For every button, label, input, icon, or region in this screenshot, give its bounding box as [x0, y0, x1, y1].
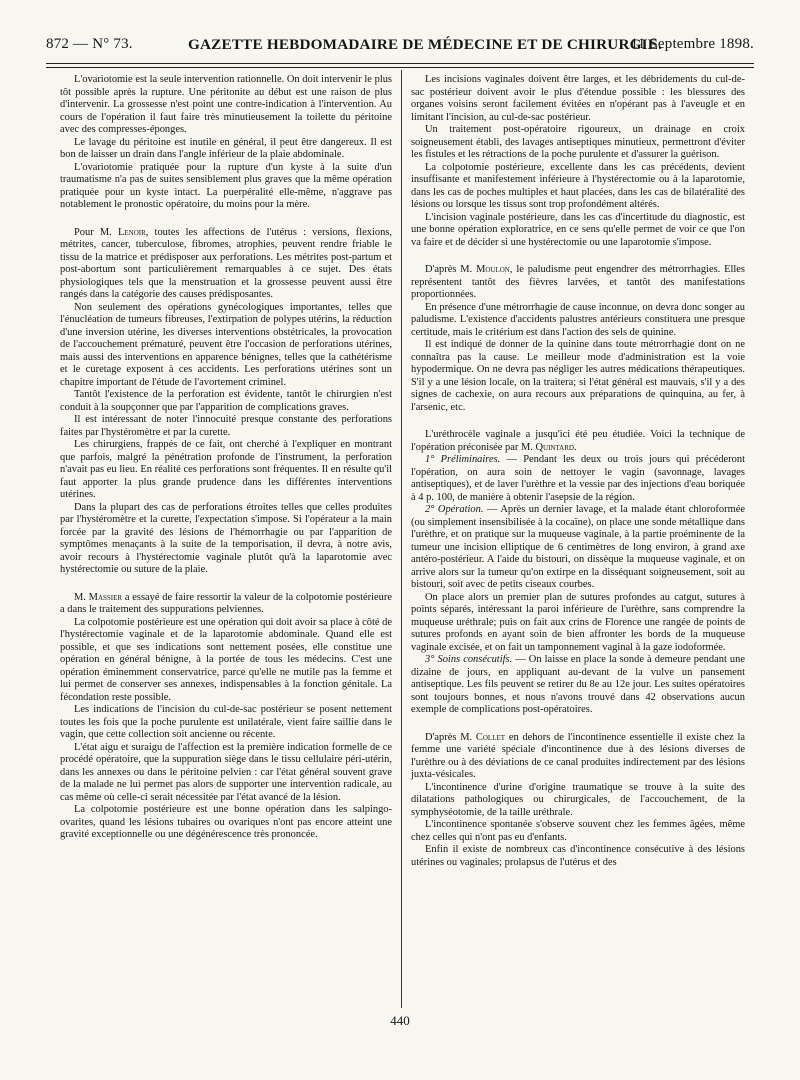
text-run: Pour M. [74, 226, 118, 238]
text-run: — On laisse en place la sonde à demeure pendant une dizaine de jours, en appliquant au-devant de la vulve un pansement antiseptique. Les fils peuvent se retirer du 8e au 12e jour. Les suites opératoires sont toujours bonnes, et nous n'avons trouvé dans 42 observations aucun exemple de complications post-opératoires. [411, 654, 745, 715]
text-run: L'uréthrocèle vaginale a jusqu'ici été peu étudiée. Voici la technique de l'opération préconisée par M. [411, 429, 745, 453]
text-run: D'après M. [425, 264, 477, 275]
header-rule-bottom [46, 67, 754, 68]
page-number-header: 872 — N° 73. [46, 36, 133, 52]
text-run: a essayé de faire ressortir la valeur de la colpotomie postérieure a dans le traitement des suppurations pelviennes. [60, 591, 392, 615]
text-run: — Pendant les deux ou trois jours qui précéderont l'opération, on aura soin de nettoyer le vagin (savonnage, lavages antiseptiques), et de laver l'urèthre et la vessie par des injections d'eau boriquée à 4 p. 100, de manière à obtenir l'asepsie de la région. [411, 454, 745, 503]
paragraph: La colpotomie postérieure, excellente dans les cas précédents, devient insuffisante et manifestement inférieure à l'hystérectomie ou à la laparotomie, dans les cas de poches multiples et haut placées, dans les cas de bilatéralité des lésions ou lorsque les tissus sont trop profondément altérés. [411, 161, 745, 210]
running-header [46, 34, 754, 58]
author-name: Quintard [535, 441, 574, 453]
paragraph: Dans la plupart des cas de perforations étroites telles que celles produites par l'hystéromètre et la curette, l'expectation s'impose. Si l'opérateur a la main forcée par la gravité des lésions de l'hémorrhagie ou par l'apparition de symptômes menaçants à la suite de la temporisation, il devra, à notre avis, avoir recours à l'hystérectomie vaginale plutôt qu'à la laparotomie avec hystérectomie ou suture de la plaie. [60, 501, 392, 575]
page-folio: 440 [390, 1013, 410, 1028]
paragraph-lenoir [60, 227, 392, 302]
paragraph [411, 504, 745, 592]
step-heading: 3° Soins consécutifs. [425, 654, 513, 665]
paragraph [411, 654, 745, 717]
right-column [411, 74, 745, 869]
author-name: Collet [475, 731, 506, 743]
paragraph: L'incision vaginale postérieure, dans les cas d'incertitude du diagnostic, est une bonne opération exploratrice, en ce sens qu'elle permet de voir ce que l'on va faire et de décider si une hystérectomie ou une laparotomie s'impose. [411, 211, 745, 248]
paragraph: Il est intéressant de noter l'innocuité presque constante des perforations faites par l'hystéromètre et par la curette. [60, 414, 392, 438]
paragraph: Les chirurgiens, frappés de ce fait, ont cherché à l'expliquer en montrant que parfois, malgré la pénétration profonde de l'instrument, la perforation n'avait pas eu lieu. En réalité ces perforations sont fréquentes. Il en résulte qu'il faut apporter la plus grande prudence dans les différentes interventions utérines. [60, 439, 392, 500]
paragraph: Il est indiqué de donner de la quinine dans toute métrorrhagie dont on ne connaîtra pas la cause. Le meilleur mode d'administration est la voie hypodermique. On ne devra pas négliger les autres médications thérapeutiques. S'il y a une lésion locale, on la traitera; si l'état général est mauvais, s'il y a des signes de cachexie, on aura recours aux préparations de quinquina, au fer, à l'arsenic, etc. [411, 339, 745, 413]
paragraph-quintard [411, 429, 745, 454]
paragraph: En présence d'une métrorrhagie de cause inconnue, on devra donc songer au paludisme. L'existence d'accidents palustres antérieurs constituera une presque certitude, mais le critérium est dans l'action des sels de quinine. [411, 301, 745, 338]
paragraph: La colpotomie postérieure est une opération qui doit avoir sa place à côté de l'hystérectomie vaginale et de la laparotomie abdominale. Quand elle est possible, et que ses indications sont nettement posées, elle constitue une opération en général bénigne, à la portée de tous les médecins. C'est une opération éminemment conservatrice, parce qu'elle ne mutile pas la femme et lui permet de conserver ses annexes, indispensables à la fonction génitale. La fécondation reste possible. [60, 616, 392, 703]
paragraph [411, 454, 745, 504]
text-run: , toutes les affections de l'utérus : versions, flexions, métrites, cancer, tuberculose, fibromes, atrophies, peuvent rendre friable le tissu de la matrice et prédisposer aux perforations. Les métrites post-partum et post-abortum sont particulièrement remarquables à ce sujet. Des états physiologiques tels que la menstruation et la grossesse peuvent aussi être rangés dans la catégorie des causes prédisposantes. [60, 226, 392, 300]
journal-title: GAZETTE HEBDOMADAIRE DE MÉDECINE ET DE CHIRURGIE. [188, 36, 663, 53]
step-heading: 2° Opération. [425, 504, 484, 515]
left-column [60, 74, 392, 842]
paragraph: Un traitement post-opératoire rigoureux, un drainage en croix soigneusement établi, des lavages antiseptiques minutieux, permettront d'éviter les fistules et les rétractions de la poche purulente et d'assurer la guérison. [411, 124, 745, 160]
author-name: Massier [88, 591, 123, 603]
text-run: — Après un dernier lavage, et la malade étant chloroformée (ou simplement insensibilisée à la cocaïne), on place une sonde métallique dans l'urèthre, et on pratique sur la muqueuse vaginale, à la partie proéminente de la tumeur une incision elliptique de 6 centimètres de long environ, à grand axe antéro-postérieur. A l'aide du bistouri, on dissèque la muqueuse vaginale, et on arrive alors sur la tumeur qu'on extirpe en la disséquant soigneusement, soit au bistouri, soit avec de petits ciseaux courbes. [411, 504, 745, 590]
paragraph: L'incontinence d'urine d'origine traumatique se trouve à la suite des dilatations pathologiques ou chirurgicales, de l'accouchement, de la symphyséotomie, de la taille uréthrale. [411, 781, 745, 818]
text-run: , le paludisme peut engendrer des métrorrhagies. Elles représentent tantôt des fièvres larvées, et tantôt des manifestations proportionnées. [411, 264, 745, 300]
paragraph: La colpotomie postérieure est une bonne opération dans les salpingo-ovarites, quand les lésions tubaires ou ovariques n'ont pas encore atteint une gravité exceptionnelle ou une dégénérescence très prononcée. [60, 804, 392, 840]
paragraph: Le lavage du péritoine est inutile en général, il peut être dangereux. Il est bon de laisser un drain dans l'angle inférieur de la plaie abdominale. [60, 136, 392, 160]
author-name: Moulon [476, 264, 510, 275]
paragraph: Les incisions vaginales doivent être larges, et les débridements du cul-de-sac postérieur doivent avoir le plus d'étendue possible : les blessures des organes voisins seront facilement évitées en n'opérant pas à l'aveugle et en limitant l'incision, au cul-de-sac postérieur. [411, 74, 745, 123]
text-run: . [573, 441, 577, 453]
step-heading: 1° Préliminaires. [425, 454, 501, 465]
paragraph: L'état aigu et suraigu de l'affection est la première indication formelle de ce procédé opératoire, que la suppuration siège dans le tissu cellulaire péri-utérin, dans les annexes ou dans le péritoine pelvien : car l'état général souvent grave de la malade ne lui permet pas alors de supporter une intervention radicale, au cas même où celle-ci serait nécessitée par l'état avancé de la lésion. [60, 741, 392, 803]
paragraph: L'ovariotomie est la seule intervention rationnelle. On doit intervenir le plus tôt possible après la rupture. Une péritonite au début est une raison de plus d'intervenir. La grossesse n'est point une contre-indication à l'intervention. Au cours de l'opération il faut faire très minutieusement la toilette du péritoine avec des compresses-éponges. [60, 74, 392, 135]
paragraph: Tantôt l'existence de la perforation est évidente, tantôt le chirurgien n'est conduit à la soupçonner que par l'apparition de complications graves. [60, 389, 392, 413]
paragraph: On place alors un premier plan de sutures profondes au catgut, sutures à points séparés, intéressant la paroi inférieure de l'urèthre, sans comprendre la muqueuse uréthrale; puis on fait aux crins de Florence une rangée de points de sutures profonds en ayant soin de bien affronter les bords de la muqueuse vaginale excisée, et on fait un tamponnement vaginal à la gaze iodoformée. [411, 591, 745, 653]
text-run: D'après M. [425, 731, 476, 743]
paragraph-massier [60, 592, 392, 617]
paragraph: Enfin il existe de nombreux cas d'incontinence consécutive à des lésions utérines ou vaginales; prolapsus de l'utérus et des [411, 844, 745, 868]
author-name: Lenoir [117, 226, 146, 238]
paragraph-moulon [411, 264, 745, 302]
paragraph: L'ovariotomie pratiquée pour la rupture d'un kyste à la suite d'un traumatisme n'a pas de suites sensiblement plus graves que la même opération pratiquée pour un kyste intact. La puerpéralité elle-même, n'aggrave pas notablement le pronostic opératoire, du moins pour la mère. [60, 161, 392, 210]
paragraph: Les indications de l'incision du cul-de-sac postérieur se posent nettement toutes les fois que la poche purulente est unilatérale, vient faire saillie dans le vagin, que cette collection soit ancienne ou récente. [60, 704, 392, 740]
paragraph: Non seulement des opérations gynécologiques importantes, telles que l'énucléation de tumeurs fibreuses, l'extirpation de polypes utérins, la réduction d'une inversion utérine, les diverses interventions obstétricales, la provocation de l'accouchement prématuré, peuvent être l'occasion de perforations utérines, mais aussi des interventions en apparence bénignes, telles que la cathétérisme et le curetage exposent à ces accidents. Les perforations utérines sont un chapitre important de l'étude de l'avortement criminel. [60, 301, 392, 388]
text-run: en dehors de l'incontinence essentielle il existe chez la femme une variété spéciale d'incontinence due à des lésions diverses de l'urèthre ou à des déviations de ce canal produites indirectement par des lésions juxta-vésicales. [411, 731, 745, 780]
text-run: M. [74, 591, 89, 603]
column-divider [401, 70, 402, 1008]
header-rule-top [46, 63, 754, 64]
issue-date: 11 Septembre 1898. [630, 36, 754, 52]
paragraph: L'incontinence spontanée s'observe souvent chez les femmes âgées, même chez celles qui n'ont pas eu d'enfants. [411, 819, 745, 843]
paragraph-collet [411, 732, 745, 782]
